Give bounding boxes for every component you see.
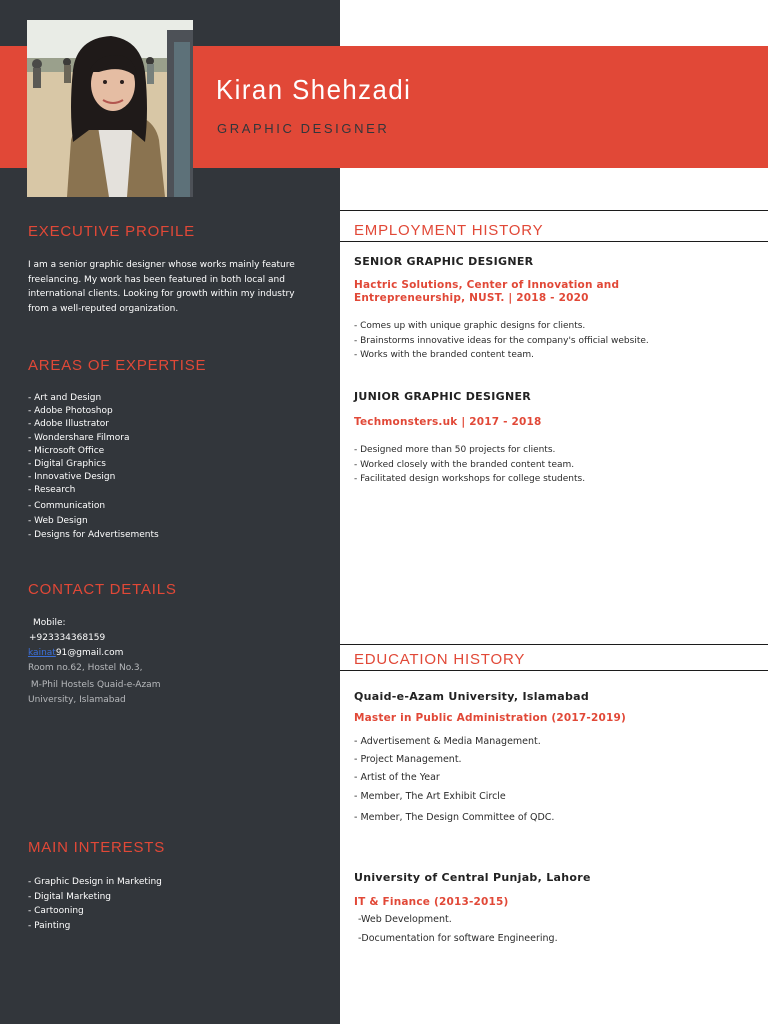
interest-item: - Graphic Design in Marketing <box>28 877 162 887</box>
mobile-label: Mobile: <box>33 618 66 628</box>
expertise-item: - Microsoft Office <box>28 445 105 456</box>
job-title: JUNIOR GRAPHIC DESIGNER <box>354 390 532 403</box>
section-divider <box>340 644 768 645</box>
job-company-line: Techmonsters.uk | 2017 - 2018 <box>354 416 542 428</box>
email-domain: 91@gmail.com <box>55 648 124 658</box>
profile-line: from a well-reputed organization. <box>28 304 179 315</box>
expertise-item: - Adobe Photoshop <box>28 406 113 417</box>
job-role: GRAPHIC DESIGNER <box>217 121 390 136</box>
interest-item: - Cartooning <box>28 906 84 916</box>
section-divider <box>340 241 768 242</box>
profile-line: freelancing. My work has been featured in both local and <box>28 274 285 285</box>
expertise-item: - Innovative Design <box>28 472 116 483</box>
job-title: SENIOR GRAPHIC DESIGNER <box>354 255 534 268</box>
executive-profile-text <box>28 258 295 317</box>
job-duties <box>354 319 649 363</box>
job-duty: - Facilitated design workshops for college students. <box>354 474 586 484</box>
job-duty: - Worked closely with the branded content team. <box>354 459 575 470</box>
education-item: -Web Development. <box>358 914 452 925</box>
job-duties <box>354 443 585 487</box>
address-line: University, Islamabad <box>28 695 126 705</box>
job-company-line: Entrepreneurship, NUST. | 2018 - 2020 <box>354 292 589 304</box>
profile-photo <box>27 20 193 197</box>
job-company <box>354 416 542 429</box>
job-company <box>354 279 619 305</box>
executive-profile-heading: EXECUTIVE PROFILE <box>28 223 195 240</box>
job-company-line: Hactric Solutions, Center of Innovation and <box>354 279 620 291</box>
interests-heading: MAIN INTERESTS <box>28 839 166 856</box>
email-user[interactable]: kainat <box>28 648 56 658</box>
education-heading: EDUCATION HISTORY <box>354 651 526 668</box>
expertise-item: - Research <box>28 485 76 496</box>
job-duty: - Brainstorms innovative ideas for the company's official website. <box>354 335 649 346</box>
employment-heading: EMPLOYMENT HISTORY <box>354 222 544 239</box>
phone-number: +923334368159 <box>29 633 106 643</box>
expertise-item: - Communication <box>28 500 106 511</box>
email-address[interactable] <box>28 648 123 658</box>
education-item: - Member, The Art Exhibit Circle <box>354 791 506 802</box>
education-item: - Member, The Design Committee of QDC. <box>354 812 555 823</box>
section-divider <box>340 670 768 671</box>
expertise-heading: AREAS OF EXPERTISE <box>28 357 207 374</box>
expertise-item: - Adobe Illustrator <box>28 419 109 430</box>
expertise-list <box>28 392 159 542</box>
expertise-item: - Digital Graphics <box>28 459 106 470</box>
address-line: M-Phil Hostels Quaid-e-Azam <box>28 680 161 690</box>
education-item: - Project Management. <box>354 754 462 765</box>
address-line: Room no.62, Hostel No.3, <box>28 663 143 673</box>
job-duty: - Works with the branded content team. <box>354 350 535 360</box>
contact-heading: CONTACT DETAILS <box>28 581 177 598</box>
profile-line: I am a senior graphic designer whose works mainly feature <box>28 260 295 270</box>
expertise-item: - Web Design <box>28 515 88 526</box>
expertise-item: - Art and Design <box>28 393 102 403</box>
school-name: Quaid-e-Azam University, Islamabad <box>354 690 590 703</box>
interests-list <box>28 875 162 933</box>
expertise-item: - Wondershare Filmora <box>28 432 130 443</box>
profile-line: international clients. Looking for growth within my industry <box>28 289 295 300</box>
school-name: University of Central Punjab, Lahore <box>354 871 591 884</box>
education-item: -Documentation for software Engineering. <box>358 933 558 944</box>
interest-item: - Painting <box>28 920 71 931</box>
candidate-name: Kiran Shehzadi <box>216 74 412 105</box>
interest-item: - Digital Marketing <box>28 891 112 902</box>
job-duty: - Designed more than 50 projects for clients. <box>354 445 556 455</box>
section-divider <box>340 210 768 211</box>
degree: IT & Finance (2013-2015) <box>354 896 509 908</box>
expertise-item: - Designs for Advertisements <box>28 530 159 541</box>
education-item: - Advertisement & Media Management. <box>354 736 541 747</box>
education-item: - Artist of the Year <box>354 772 440 783</box>
degree: Master in Public Administration (2017-2019) <box>354 712 627 724</box>
job-duty: - Comes up with unique graphic designs for clients. <box>354 321 586 331</box>
